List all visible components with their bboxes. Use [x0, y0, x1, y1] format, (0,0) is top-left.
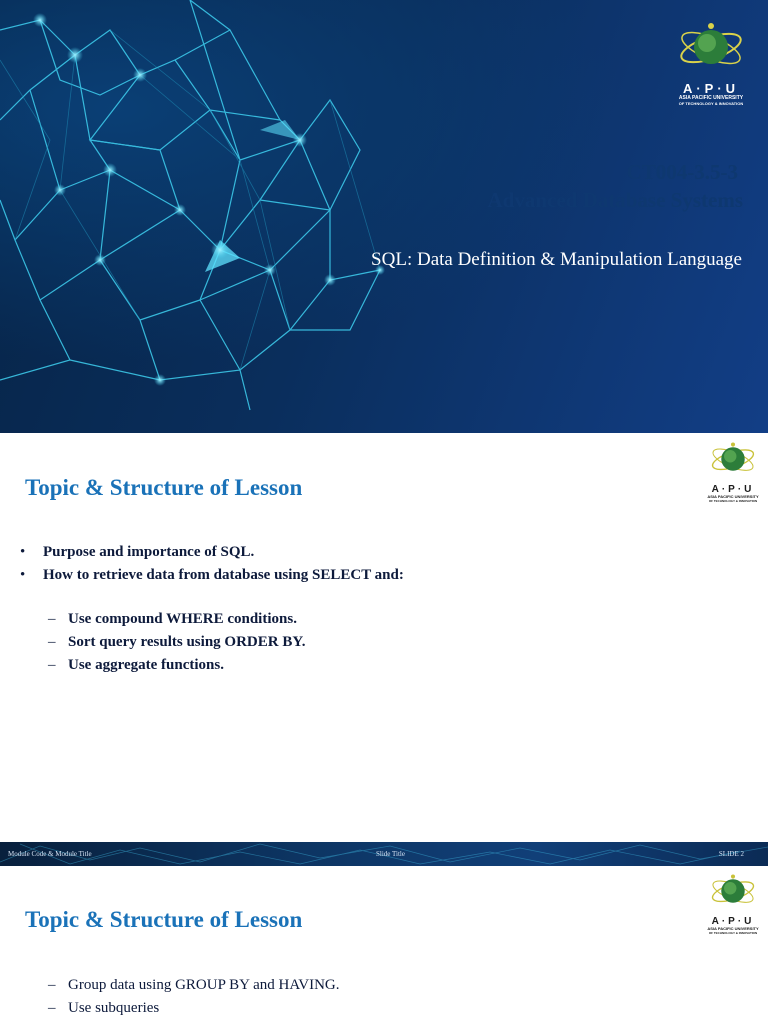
- globe-logo-icon: [678, 18, 744, 76]
- footer-slide-number: SLIDE 2: [718, 850, 744, 858]
- sub-item: – Group data using GROUP BY and HAVING.: [48, 974, 340, 997]
- content-slide: [0, 433, 768, 866]
- sub-list: [48, 608, 306, 677]
- apu-logo: [702, 871, 764, 935]
- network-graphic: [0, 0, 768, 433]
- bullet-item: • Purpose and importance of SQL.: [20, 541, 404, 564]
- apu-letters: A·P·U: [711, 916, 755, 927]
- slide-footer: [0, 842, 768, 866]
- university-name: ASIA PACIFIC UNIVERSITY: [707, 494, 759, 499]
- bullet-item: • How to retrieve data from database using SELECT and:: [20, 564, 404, 587]
- course-code: CT004-3.5-3: [626, 160, 738, 184]
- content-slide: [0, 866, 768, 1024]
- footer-slide-title: Slide Title: [376, 850, 405, 858]
- globe-logo-icon: [709, 871, 757, 911]
- apu-logo: [668, 18, 754, 106]
- bullet-list: [20, 541, 404, 587]
- university-tagline: OF TECHNOLOGY & INNOVATION: [678, 100, 744, 106]
- university-name: ASIA PACIFIC UNIVERSITY: [678, 95, 744, 101]
- apu-letters: A·P·U: [711, 484, 755, 495]
- sub-item: – Use compound WHERE conditions.: [48, 608, 306, 631]
- course-title: Advanced Database Systems: [487, 188, 743, 212]
- slide-title: Topic & Structure of Lesson: [25, 475, 303, 500]
- globe-logo-icon: [709, 439, 757, 479]
- sub-item: – Sort query results using ORDER BY.: [48, 631, 306, 654]
- lesson-subtitle: SQL: Data Definition & Manipulation Language: [371, 249, 742, 270]
- apu-logo: [702, 439, 764, 503]
- university-tagline: OF TECHNOLOGY & INNOVATION: [708, 930, 758, 935]
- apu-letters: A·P·U: [682, 81, 740, 96]
- slide-title: Topic & Structure of Lesson: [25, 907, 303, 932]
- university-name: ASIA PACIFIC UNIVERSITY: [707, 926, 759, 931]
- university-tagline: OF TECHNOLOGY & INNOVATION: [708, 498, 758, 503]
- sub-list: [48, 974, 340, 1020]
- footer-module: Module Code & Module Title: [8, 850, 92, 858]
- sub-item: – Use aggregate functions.: [48, 654, 306, 677]
- title-slide: [0, 0, 768, 433]
- sub-item: – Use subqueries: [48, 997, 340, 1020]
